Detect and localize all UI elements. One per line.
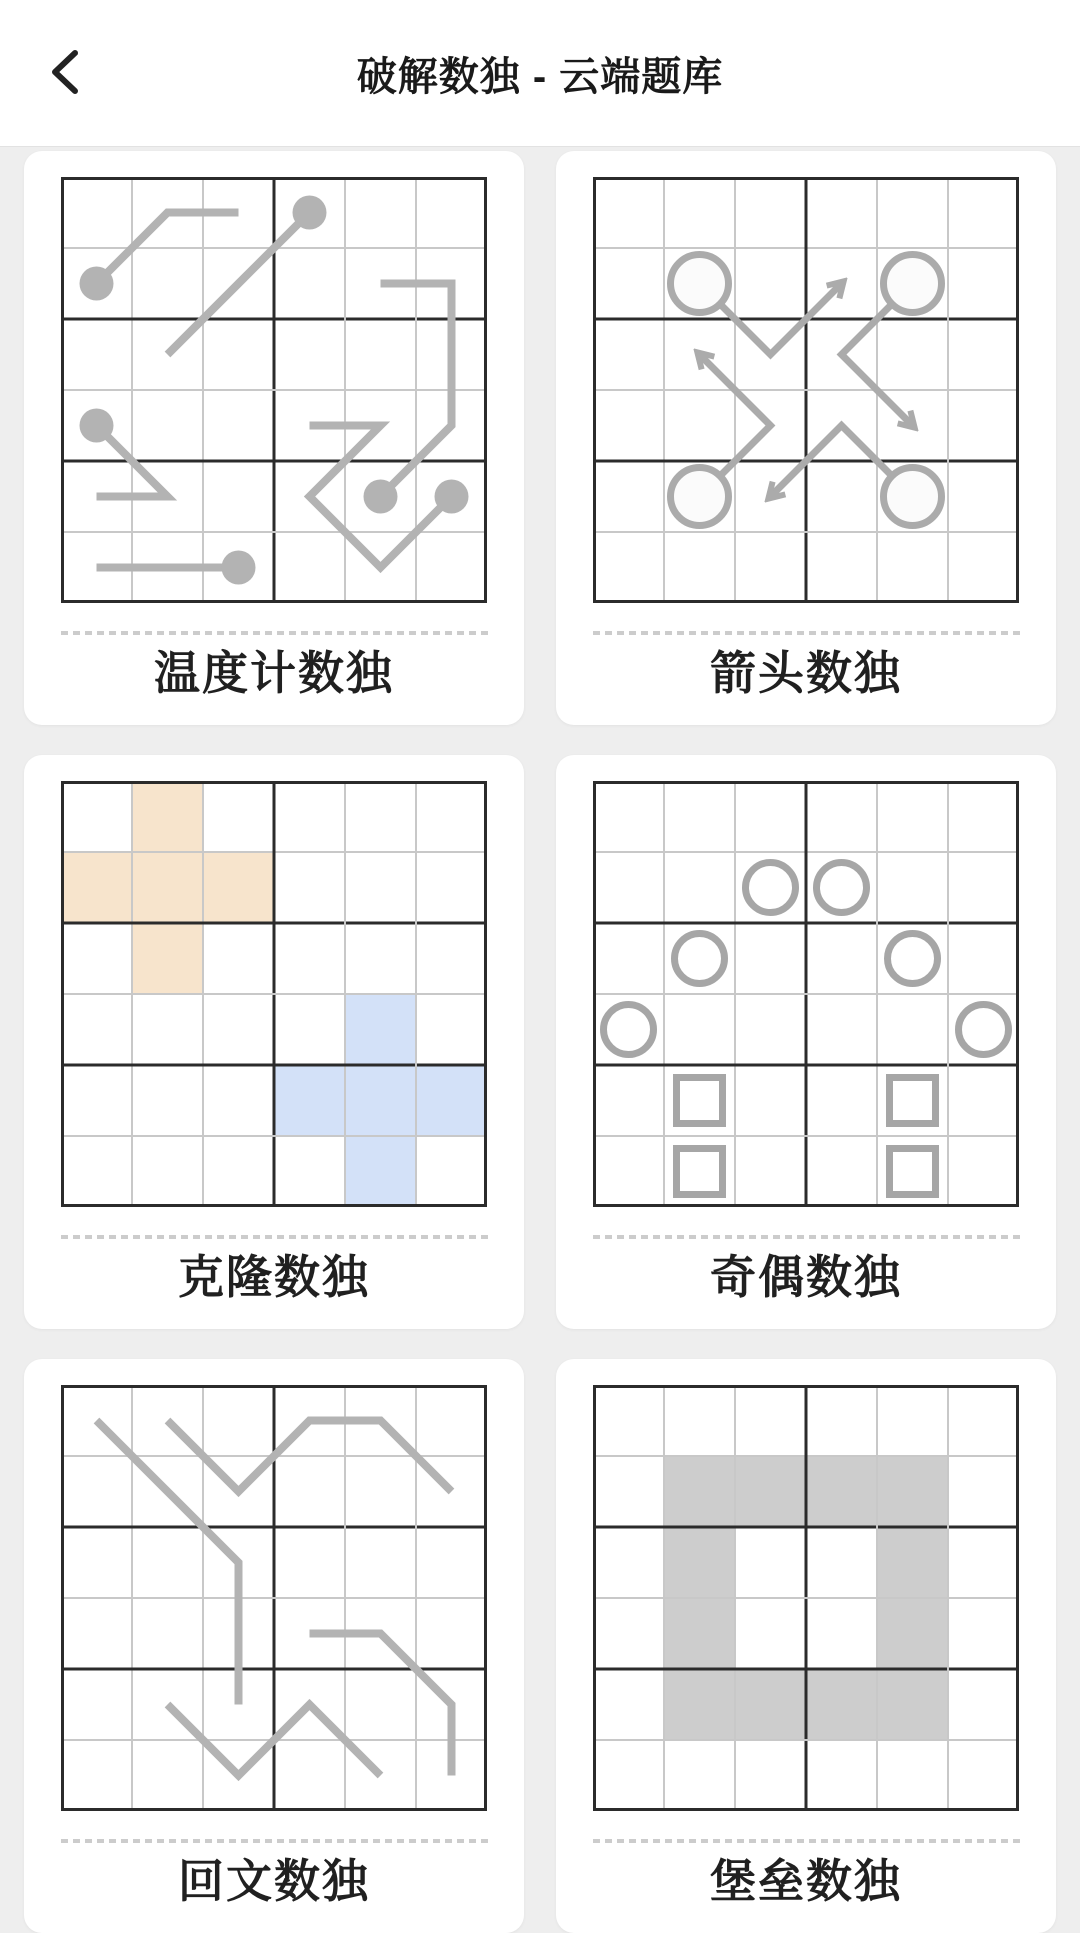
dashed-divider [593,631,1020,635]
dashed-divider [593,1235,1020,1239]
card-title: 箭头数独 [710,647,902,699]
card-title: 温度计数独 [154,647,394,699]
puzzle-card-grid [0,147,1080,1933]
card-title: 克隆数独 [178,1251,370,1303]
card-palindrome-sudoku[interactable] [24,1359,524,1933]
card-title: 回文数独 [178,1855,370,1907]
card-clone-sudoku[interactable] [24,755,524,1329]
dashed-divider [61,1235,488,1239]
palindrome-grid-preview [61,1385,487,1811]
clone-grid-preview [61,781,487,1207]
thermometer-grid-preview [61,177,487,603]
dashed-divider [593,1839,1020,1843]
dashed-divider [61,631,488,635]
card-title: 堡垒数独 [710,1855,902,1907]
header [0,0,1080,147]
arrow-grid-preview [593,177,1019,603]
card-fortress-sudoku[interactable] [556,1359,1056,1933]
card-thermometer-sudoku[interactable] [24,151,524,725]
odd-even-grid-preview [593,781,1019,1207]
back-button[interactable] [36,45,92,101]
dashed-divider [61,1839,488,1843]
fortress-grid-preview [593,1385,1019,1811]
card-odd-even-sudoku[interactable] [556,755,1056,1329]
card-arrow-sudoku[interactable] [556,151,1056,725]
chevron-left-icon [46,48,82,99]
card-title: 奇偶数独 [710,1251,902,1303]
page-title: 破解数独 - 云端题库 [356,54,724,99]
